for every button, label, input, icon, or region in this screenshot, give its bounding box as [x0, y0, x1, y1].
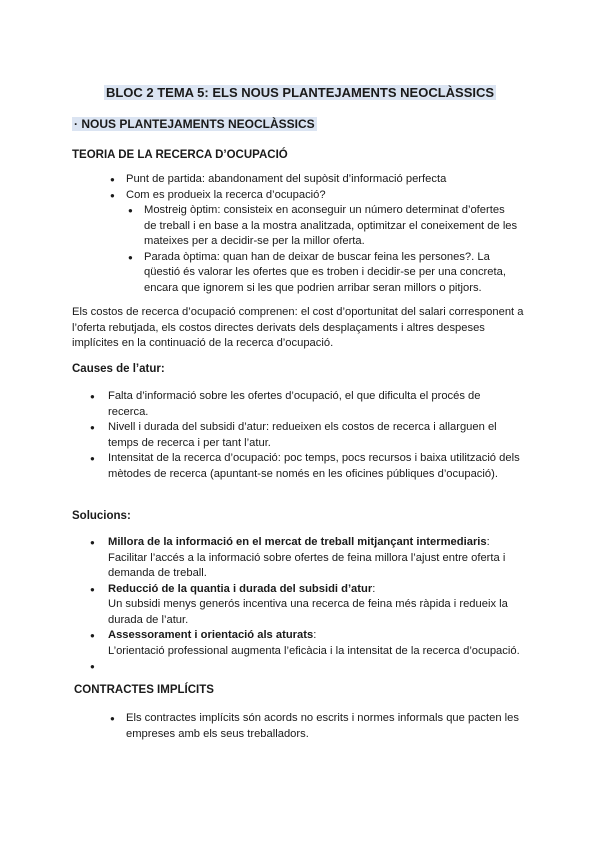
list-item: ● Com es produeix la recerca d’ocupació?	[0, 188, 600, 204]
solucio-title: Reducció de la quantia i durada del subsidi d’atur	[108, 582, 373, 595]
section-heading-text: · NOUS PLANTEJAMENTS NEOCLÀSSICS	[74, 117, 315, 131]
teoria-list	[0, 172, 600, 203]
solucio-text: Un subsidi menys generós incentiva una recerca de feina més ràpida i redueix la durada de l’atur.	[108, 598, 508, 626]
solucio-text: L’orientació professional augmenta l’eficàcia i la intensitat de la recerca d’ocupació.	[108, 644, 520, 657]
teoria-paragraph: Els costos de recerca d’ocupació comprenen: el cost d’oportunitat del salari corresponent a l’oferta rebutjada, els costos directes derivats dels desplaçaments i altres despeses implícites en la continuació de la recerca d’ocupació.	[72, 306, 524, 349]
contractes-list	[0, 711, 600, 742]
list-item: ● Punt de partida: abandonament del supòsit d’informació perfecta	[0, 172, 600, 188]
title-text: BLOC 2 TEMA 5: ELS NOUS PLANTEJAMENTS NEOCLÀSSICS	[105, 85, 495, 100]
section-heading	[72, 116, 317, 133]
solucio-title: Millora de la informació en el mercat de treball mitjançant intermediaris	[108, 536, 487, 548]
solucio-text: Facilitar l’accés a la informació sobre ofertes de feina millora l’ajust entre oferta i demanda de treball.	[108, 551, 506, 579]
causes-list	[0, 389, 600, 482]
list-item: ● Millora de la informació en el mercat de treball mitjançant intermediaris: Facilitar l’accés a la informació sobre ofertes de feina millora l’ajust entre oferta i demanda de treball.	[0, 535, 600, 582]
contractes-heading: CONTRACTES IMPLÍCITS	[74, 684, 214, 696]
document-title	[0, 84, 600, 102]
empty-list-item	[0, 659, 600, 675]
teoria-heading: TEORIA DE LA RECERCA D’OCUPACIÓ	[72, 149, 288, 161]
list-item: ● Nivell i durada del subsidi d’atur: redueixen els costos de recerca i allarguen el temps de recerca i per tant l’atur.	[0, 420, 600, 451]
solucions-heading: Solucions:	[72, 510, 131, 522]
causes-heading: Causes de l’atur:	[72, 363, 165, 375]
list-item: ● Assessorament i orientació als aturats: L’orientació professional augmenta l’eficàcia i la intensitat de la recerca d’ocupació.	[0, 628, 600, 659]
list-item: ● Intensitat de la recerca d’ocupació: poc temps, pocs recursos i baixa utilització dels mètodes de recerca (apuntant-se només en les oficines públiques d’ocupació).	[0, 451, 600, 482]
list-item: ● Reducció de la quantia i durada del subsidi d’atur: Un subsidi menys generós incentiva una recerca de feina més ràpida i redueix la durada de l’atur.	[0, 582, 600, 629]
solucions-list	[0, 535, 600, 675]
list-item: ● Falta d’informació sobre les ofertes d’ocupació, el que dificulta el procés de recerca.	[0, 389, 600, 420]
list-item: ● Els contractes implícits són acords no escrits i normes informals que pacten les empreses amb els seus treballadors.	[0, 711, 600, 742]
teoria-sublist	[0, 203, 600, 296]
solucio-title: Assessorament i orientació als aturats	[108, 629, 314, 641]
list-item: ● Mostreig òptim: consisteix en aconseguir un número determinat d’ofertes de treball i en base a la mostra analitzada, optimitzar el coneixement de les mateixes per a decidir-se per la millor oferta.	[0, 203, 600, 250]
list-item: ● Parada òptima: quan han de deixar de buscar feina les persones?. La qüestió és valorar les ofertes que es troben i decidir-se per una concreta, encara que ignorem si les que podrien arribar seran millors o pitjors.	[0, 250, 600, 297]
